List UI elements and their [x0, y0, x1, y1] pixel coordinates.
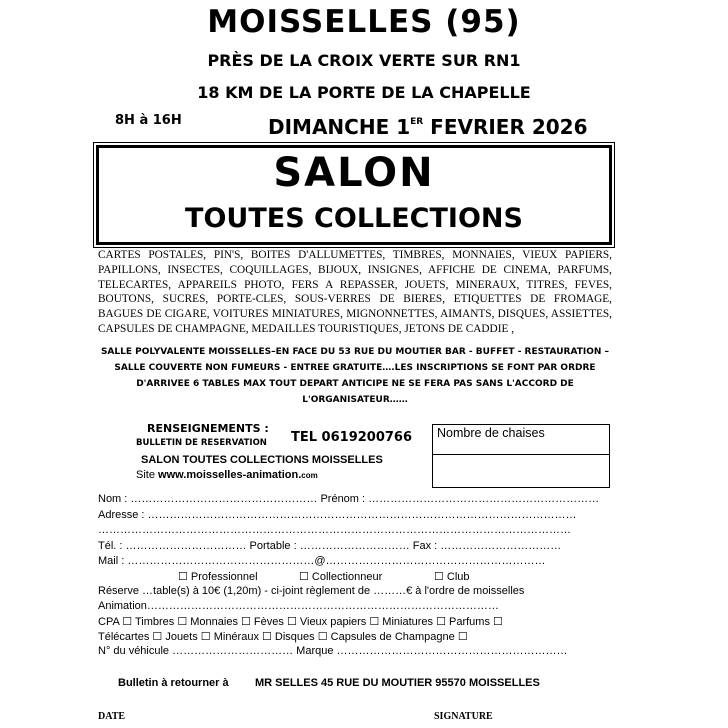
checkbox-collectionneur[interactable]: ☐ Collectionneur	[299, 571, 383, 583]
collection-checkboxes-row-1[interactable]: CPA ☐ Timbres ☐ Monnaies ☐ Fèves ☐ Vieux papiers ☐ Miniatures ☐ Parfums ☐	[98, 616, 503, 628]
salon-subtitle: TOUTES COLLECTIONS	[185, 203, 523, 234]
collection-checkboxes-row-2[interactable]: Télécartes ☐ Jouets ☐ Minéraux ☐ Disques ☐ Capsules de Champagne ☐	[98, 631, 468, 643]
address-field-line-2[interactable]: …………………………………………………………………………………………………………………	[98, 524, 571, 536]
salon-name-line: SALON TOUTES COLLECTIONS MOISSELLES	[141, 454, 383, 466]
date-label: DATE	[98, 711, 126, 722]
checkbox-club[interactable]: ☐ Club	[434, 571, 470, 583]
opening-hours: 8H à 16H	[115, 113, 182, 128]
venue-info: SALLE POLYVALENTE MOISSELLES–EN FACE DU 53 RUE DU MOUTIER BAR - BUFFET - RESTAURATION – SALLE COUVERTE NON FUMEURS - ENTREE GRATUITE….LES INSCRIPTIONS SE FONT PAR ORDRE D'ARRIVEE 6 TABLES MAX TOUT DEPART ANTICIPE NE SE FERA PAS SANS L'ACCORD DE L'ORGANISATEUR……	[100, 347, 610, 405]
return-address: MR SELLES 45 RUE DU MOUTIER 95570 MOISSELLES	[255, 677, 540, 689]
event-title: MOISSELLES (95)	[207, 4, 521, 40]
checkbox-professionnel[interactable]: ☐ Professionnel	[178, 571, 258, 583]
website-tld: com	[301, 471, 318, 480]
chairs-count-divider	[433, 454, 609, 455]
return-label: Bulletin à retourner à	[118, 677, 229, 689]
chairs-count-label: Nombre de chaises	[437, 426, 545, 440]
event-date-day: DIMANCHE 1	[268, 115, 411, 139]
chairs-count-box[interactable]	[432, 424, 610, 488]
event-date-suffix: ER	[410, 117, 424, 127]
website-line	[136, 469, 318, 481]
bulletin-heading: BULLETIN DE RESERVATION	[136, 438, 267, 448]
address-field[interactable]: Adresse : ………………………………………………………………………………………………………	[98, 509, 577, 521]
vehicle-fields[interactable]: N° du véhicule …………………………… Marque ………………………………………………………	[98, 645, 568, 657]
animation-field[interactable]: Animation……………………………………………………………………………………	[98, 600, 499, 612]
location-line-2: 18 KM DE LA PORTE DE LA CHAPELLE	[197, 83, 531, 102]
website-url: www.moisselles-animation.	[158, 469, 302, 481]
event-date	[268, 115, 588, 139]
website-label: Site	[136, 469, 159, 481]
email-field[interactable]: Mail : ……………………………………………@……………………………………………………	[98, 555, 546, 567]
signature-label: SIGNATURE	[434, 711, 493, 722]
name-field[interactable]: Nom : …………………………………………… Prénom : ………………………………………………………	[98, 493, 600, 505]
phone-number: TEL 0619200766	[291, 430, 413, 445]
reservation-line[interactable]: Réserve …table(s) à 10€ (1,20m) - ci-joint règlement de ………€ à l'ordre de moisselles	[98, 585, 525, 597]
phone-fields[interactable]: Tél. : …………………………… Portable : ………………………… Fax : ……………………………	[98, 540, 562, 552]
event-date-month-year: FEVRIER 2026	[423, 115, 588, 139]
categories-list: CARTES POSTALES, PIN'S, BOITES D'ALLUMETTES, TIMBRES, MONNAIES, VIEUX PAPIERS, PAPILLONS, INSECTES, COQUILLAGES, BIJOUX, INSIGNES, AFFICHE DE CINEMA, PARFUMS, TELECARTES, APPAREILS PHOTO, FERS A REPASSER, JOUETS, MINERAUX, TITRES, FEVES, BOUTONS, SUCRES, PORTE-CLES, SOUS-VERRES DE BIERES, ETIQUETTES DE FROMAGE, BAGUES DE CIGARE, VOITURES MINIATURES, MIGNONNETTES, AIMANTS, DISQUES, ASSIETTES, CAPSULES DE CHAMPAGNE, MEDAILLES TOURISTIQUES, JETONS DE CADDIE ,	[98, 249, 612, 335]
info-heading: RENSEIGNEMENTS :	[147, 422, 269, 435]
location-line-1: PRÈS DE LA CROIX VERTE SUR RN1	[207, 51, 521, 70]
salon-title: SALON	[273, 150, 435, 196]
